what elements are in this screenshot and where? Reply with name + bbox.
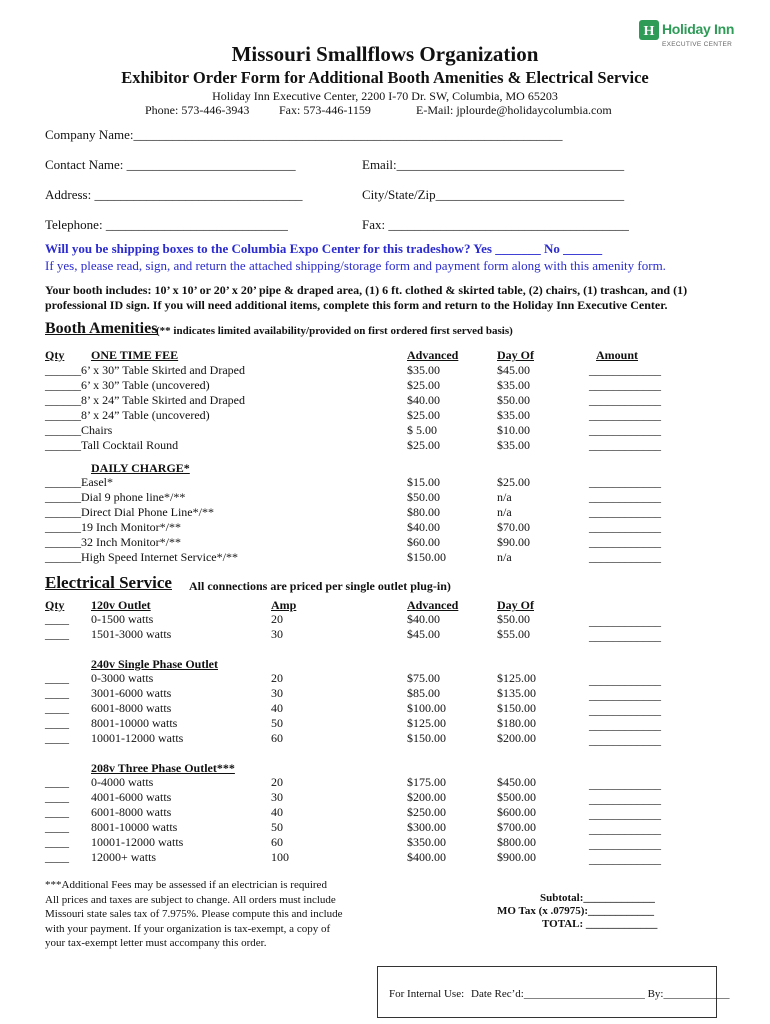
outlet-qty-field[interactable]: ____ [45,805,69,819]
outlet-watts: 4001-6000 watts [91,790,172,804]
outlet-watts: 1501-3000 watts [91,627,172,641]
outlet-amp: 30 [271,627,283,641]
total-field[interactable]: TOTAL: _____________ [542,918,658,930]
outlet-advanced-price: $45.00 [407,627,440,641]
daily-day-of-price: $70.00 [497,520,530,534]
outlet-qty-field[interactable]: ____ [45,790,69,804]
outlet-amount-field[interactable]: ____________ [589,792,661,806]
outlet-day-of-price: $800.00 [497,835,536,849]
outlet-amount-field[interactable]: ____________ [589,733,661,747]
amenity-amount-field[interactable]: ____________ [589,378,661,392]
outlet-day-of-price: $150.00 [497,701,536,715]
internal-use-label: For Internal Use: [389,988,465,1000]
col-one-time-fee: ONE TIME FEE [91,348,179,362]
outlet-amount-field[interactable]: ____________ [589,807,661,821]
outlet-advanced-price: $175.00 [407,775,446,789]
footnote [45,878,343,951]
amenity-day-of-price: $35.00 [497,378,530,392]
outlet-advanced-price: $300.00 [407,820,446,834]
amenity-item[interactable]: ______Chairs [45,423,113,437]
daily-amount-field[interactable]: ____________ [589,475,661,489]
outlet-qty-field[interactable]: ____ [45,820,69,834]
outlet-group-title: 208v Three Phase Outlet*** [91,761,235,775]
address-field[interactable]: Address: ________________________________ [45,187,303,202]
outlet-amount-field[interactable]: ____________ [589,703,661,717]
daily-item[interactable]: ______Direct Dial Phone Line*/** [45,505,214,519]
outlet-day-of-price: $500.00 [497,790,536,804]
outlet-qty-field[interactable]: ____ [45,850,69,864]
daily-day-of-price: n/a [497,505,512,519]
outlet-amp: 30 [271,686,283,700]
venue-fax: Fax: 573-446-1159 [279,103,371,117]
outlet-watts: 0-4000 watts [91,775,154,789]
booth-includes-line-2: professional ID sign. If you will need additional items, complete this form and return to the Holiday Inn Executive Center. [45,298,668,312]
daily-day-of-price: n/a [497,550,512,564]
amenity-advanced-price: $35.00 [407,363,440,377]
logo-brand: Holiday Inn [662,21,735,37]
electrical-service-heading: Electrical Service [45,573,172,592]
outlet-qty-field[interactable]: ____ [45,671,69,685]
svg-text:H: H [643,24,655,39]
outlet-amount-field[interactable]: ____________ [589,852,661,866]
outlet-amp: 20 [271,775,283,789]
internal-use-box [377,966,730,1018]
outlet-amp: 60 [271,835,283,849]
elec-col-amp: Amp [271,598,297,612]
outlet-day-of-price: $180.00 [497,716,536,730]
outlet-amp: 40 [271,805,283,819]
outlet-advanced-price: $250.00 [407,805,446,819]
booth-includes-line-1: Your booth includes: 10’ x 10’ or 20’ x 20’ pipe & draped area, (1) 6 ft. clothed & skirted table, (2) chairs, (1) trashcan, and (1) [45,283,688,297]
electrical-service-note: All connections are priced per single outlet plug-in) [189,579,451,593]
outlet-amount-field[interactable]: ____________ [589,718,661,732]
outlet-amount-field[interactable]: ____________ [589,822,661,836]
outlet-advanced-price: $350.00 [407,835,446,849]
daily-advanced-price: $15.00 [407,475,440,489]
outlet-amp: 50 [271,820,283,834]
outlet-watts: 10001-12000 watts [91,731,184,745]
page-title: Missouri Smallflows Organization [231,42,539,66]
outlet-advanced-price: $100.00 [407,701,446,715]
outlet-amp: 30 [271,790,283,804]
amenity-day-of-price: $10.00 [497,423,530,437]
outlet-advanced-price: $150.00 [407,731,446,745]
amenity-day-of-price: $35.00 [497,408,530,422]
holiday-inn-h-icon [638,19,660,41]
amenity-advanced-price: $25.00 [407,378,440,392]
outlet-qty-field[interactable]: ____ [45,835,69,849]
amenity-item[interactable]: ______Tall Cocktail Round [45,438,179,452]
outlet-day-of-price: $900.00 [497,850,536,864]
outlet-amp: 60 [271,731,283,745]
daily-day-of-price: $90.00 [497,535,530,549]
outlet-day-of-price: $50.00 [497,612,530,626]
outlet-qty-field[interactable]: ____ [45,701,69,715]
daily-amount-field[interactable]: ____________ [589,490,661,504]
daily-advanced-price: $60.00 [407,535,440,549]
outlet-amount-field[interactable]: ____________ [589,837,661,851]
outlet-amount-field[interactable]: ____________ [589,629,661,643]
outlet-amount-field[interactable]: ____________ [589,614,661,628]
outlet-advanced-price: $200.00 [407,790,446,804]
daily-advanced-price: $150.00 [407,550,446,564]
outlet-qty-field[interactable]: ____ [45,627,69,641]
booth-amenities-note: (** indicates limited availability/provided on first ordered first served basis) [156,325,513,337]
amenity-item[interactable]: ______8’ x 24” Table Skirted and Draped [45,393,245,407]
daily-item[interactable]: ______Easel* [45,475,113,489]
outlet-watts: 0-1500 watts [91,612,154,626]
outlet-amp: 100 [271,850,289,864]
daily-day-of-price: n/a [497,490,512,504]
outlet-advanced-price: $85.00 [407,686,440,700]
daily-item[interactable]: ______Dial 9 phone line*/** [45,490,186,504]
city-state-zip-field[interactable]: City/State/Zip_____________________________ [362,187,625,202]
outlet-advanced-price: $125.00 [407,716,446,730]
subtotal-field[interactable]: Subtotal:_____________ [540,892,655,904]
daily-amount-field[interactable]: ____________ [589,550,661,564]
outlet-qty-field[interactable]: ____ [45,731,69,745]
daily-advanced-price: $80.00 [407,505,440,519]
shipping-question[interactable]: Will you be shipping boxes to the Columbia Expo Center for this tradeshow? Yes _______ No ______ [45,241,603,256]
outlet-amp: 20 [271,671,283,685]
amenity-amount-field[interactable]: ____________ [589,393,661,407]
footnote-line: ***Additional Fees may be assessed if an electrician is required [45,879,327,891]
elec-col-day-of: Day Of [497,598,534,612]
daily-amount-field[interactable]: ____________ [589,505,661,519]
outlet-watts: 0-3000 watts [91,671,154,685]
outlet-advanced-price: $40.00 [407,612,440,626]
outlet-amount-field[interactable]: ____________ [589,673,661,687]
amenity-day-of-price: $35.00 [497,438,530,452]
amenity-advanced-price: $40.00 [407,393,440,407]
outlet-watts: 6001-8000 watts [91,701,172,715]
outlet-day-of-price: $450.00 [497,775,536,789]
footnote-line: All prices and taxes are subject to change. All orders must include [45,893,336,906]
col-day-of: Day Of [497,348,534,362]
booth-amenities-heading: Booth Amenities [45,320,158,337]
amenity-item[interactable]: ______6’ x 30” Table Skirted and Draped [45,363,245,377]
page-subtitle: Exhibitor Order Form for Additional Booth Amenities & Electrical Service [121,68,649,87]
outlet-qty-field[interactable]: ____ [45,775,69,789]
outlet-watts: 3001-6000 watts [91,686,172,700]
outlet-day-of-price: $700.00 [497,820,536,834]
contact-name-field[interactable]: Contact Name: __________________________ [45,157,296,172]
outlet-day-of-price: $125.00 [497,671,536,685]
amenity-item[interactable]: ______8’ x 24” Table (uncovered) [45,408,210,422]
outlet-amp: 40 [271,701,283,715]
amenity-amount-field[interactable]: ____________ [589,438,661,452]
daily-charge-heading: DAILY CHARGE* [91,461,190,475]
date-received-field[interactable]: Date Rec’d:______________________ By:____________ [471,988,730,1000]
mo-tax-field[interactable]: MO Tax (x .07975):____________ [497,905,655,917]
col-amount: Amount [596,348,639,362]
outlet-day-of-price: $135.00 [497,686,536,700]
daily-day-of-price: $25.00 [497,475,530,489]
amenity-day-of-price: $50.00 [497,393,530,407]
outlet-amp: 20 [271,612,283,626]
fax-field[interactable]: Fax: _____________________________________ [362,217,629,232]
footnote-line: Missouri state sales tax of 7.975%. Please compute this and include [45,908,343,920]
company-name-field[interactable]: Company Name:__________________________________________________________________ [45,127,563,142]
shipping-instruction: If yes, please read, sign, and return the attached shipping/storage form and payment form along with this amenity form. [45,258,666,273]
col-advanced: Advanced [407,348,459,362]
telephone-field[interactable]: Telephone: ____________________________ [45,217,288,232]
daily-item[interactable]: ______19 Inch Monitor*/** [45,520,181,534]
outlet-group-title: 240v Single Phase Outlet [91,657,219,671]
logo-sub: EXECUTIVE CENTER [662,41,733,48]
amenity-item[interactable]: ______6’ x 30” Table (uncovered) [45,378,210,392]
outlet-advanced-price: $400.00 [407,850,446,864]
amenity-advanced-price: $25.00 [407,408,440,422]
outlet-amount-field[interactable]: ____________ [589,688,661,702]
daily-item[interactable]: ______High Speed Internet Service*/** [45,550,238,564]
outlet-watts: 8001-10000 watts [91,716,178,730]
outlet-advanced-price: $75.00 [407,671,440,685]
footnote-line: your tax-exempt letter must accompany this order. [45,937,267,949]
elec-col-advanced: Advanced [407,598,459,612]
amenity-amount-field[interactable]: ____________ [589,363,661,377]
outlet-watts: 10001-12000 watts [91,835,184,849]
email-field[interactable]: Email:___________________________________ [362,157,625,172]
elec-col-qty: Qty [45,598,65,612]
outlet-day-of-price: $55.00 [497,627,530,641]
daily-amount-field[interactable]: ____________ [589,520,661,534]
venue-phone: Phone: 573-446-3943 [145,103,250,117]
venue-address: Holiday Inn Executive Center, 2200 I-70 Dr. SW, Columbia, MO 65203 [212,89,558,103]
outlet-amp: 50 [271,716,283,730]
outlet-watts: 6001-8000 watts [91,805,172,819]
daily-item[interactable]: ______32 Inch Monitor*/** [45,535,181,549]
outlet-qty-field[interactable]: ____ [45,686,69,700]
outlet-qty-field[interactable]: ____ [45,612,69,626]
amenity-advanced-price: $25.00 [407,438,440,452]
amenity-amount-field[interactable]: ____________ [589,423,661,437]
amenity-advanced-price: $ 5.00 [407,423,437,437]
outlet-group-title: 120v Outlet [91,598,151,612]
outlet-watts: 8001-10000 watts [91,820,178,834]
footnote-line: with your payment. If your organization is tax-exempt, a copy of [45,922,331,935]
daily-advanced-price: $50.00 [407,490,440,504]
col-qty: Qty [45,348,65,362]
amenity-amount-field[interactable]: ____________ [589,408,661,422]
outlet-day-of-price: $600.00 [497,805,536,819]
outlet-day-of-price: $200.00 [497,731,536,745]
outlet-amount-field[interactable]: ____________ [589,777,661,791]
outlet-watts: 12000+ watts [91,850,157,864]
venue-email[interactable]: E-Mail: jplourde@holidaycolumbia.com [416,103,612,117]
amenity-day-of-price: $45.00 [497,363,530,377]
daily-advanced-price: $40.00 [407,520,440,534]
daily-amount-field[interactable]: ____________ [589,535,661,549]
outlet-qty-field[interactable]: ____ [45,716,69,730]
